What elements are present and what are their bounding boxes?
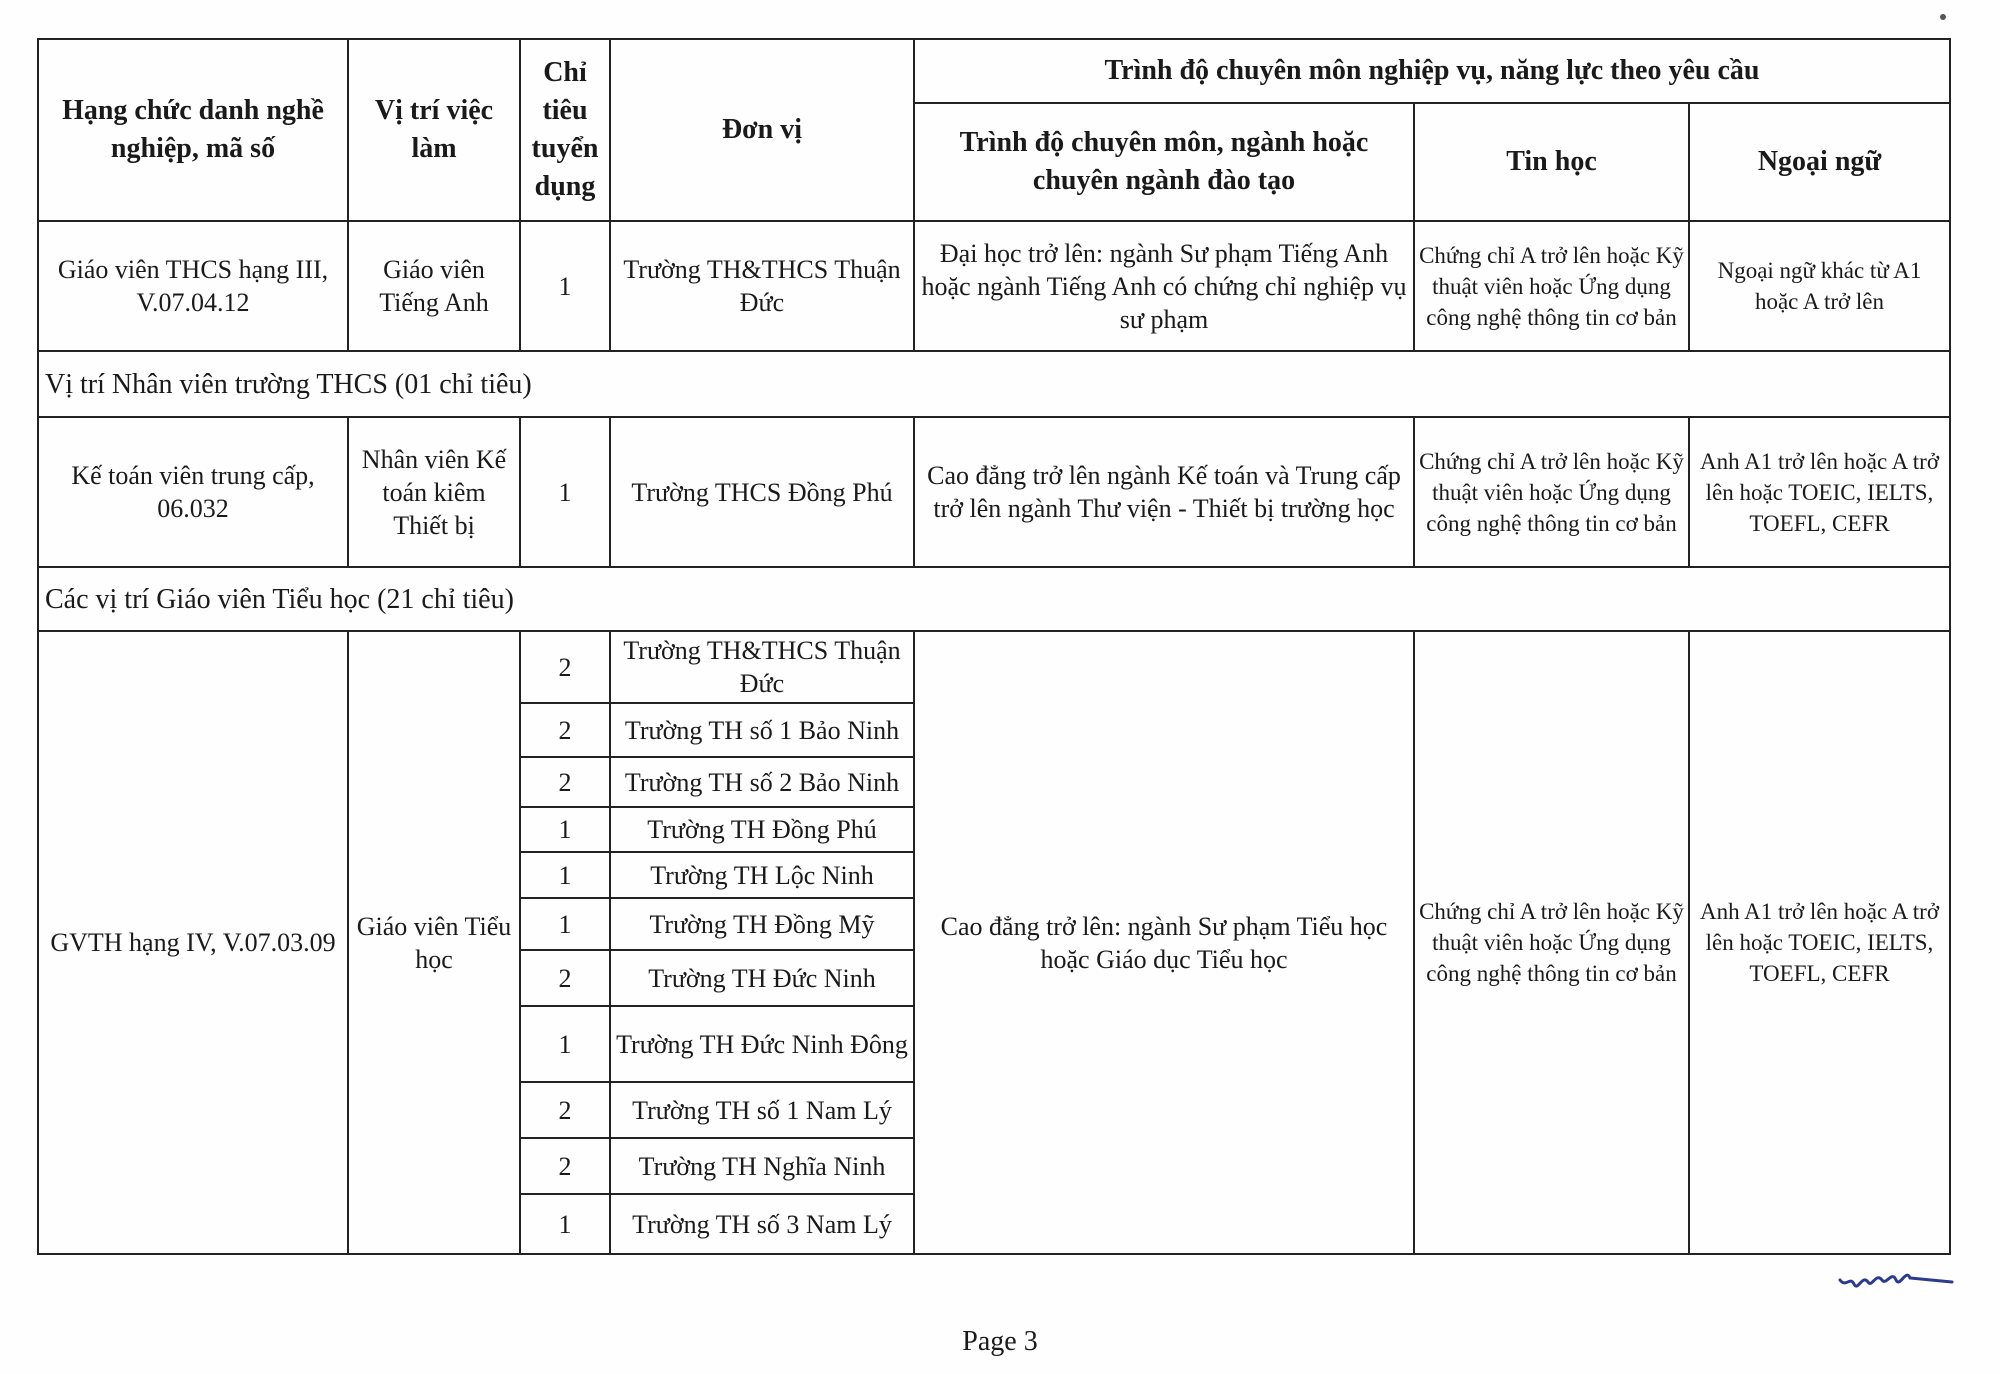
cell-tinhoc: Chứng chỉ A trở lên hoặc Kỹ thuật viên hoặc Ứng dụng công nghệ thông tin cơ bản — [1414, 221, 1689, 351]
table-row — [38, 221, 1950, 351]
table-row — [38, 417, 1950, 567]
cell-trinhdo: Đại học trở lên: ngành Sư phạm Tiếng Anh hoặc ngành Tiếng Anh có chứng chỉ nghiệp vụ sư phạm — [914, 221, 1414, 351]
header-trinhdo: Trình độ chuyên môn, ngành hoặc chuyên ngành đào tạo — [914, 103, 1414, 221]
cell-donvi: Trường TH&THCS Thuận Đức — [610, 631, 914, 703]
cell-donvi: Trường TH Lộc Ninh — [610, 852, 914, 898]
cell-donvi: Trường TH&THCS Thuận Đức — [610, 221, 914, 351]
cell-hang: Kế toán viên trung cấp, 06.032 — [38, 417, 348, 567]
header-chitieu: Chỉ tiêu tuyển dụng — [520, 39, 610, 221]
cell-hang: GVTH hạng IV, V.07.03.09 — [38, 631, 348, 1254]
section-row — [38, 351, 1950, 417]
cell-trinhdo: Cao đẳng trở lên: ngành Sư phạm Tiểu học hoặc Giáo dục Tiểu học — [914, 631, 1414, 1254]
cell-vitri: Giáo viên Tiểu học — [348, 631, 520, 1254]
cell-chitieu: 2 — [520, 950, 610, 1006]
cell-chitieu: 2 — [520, 631, 610, 703]
signature-mark — [1836, 1258, 1956, 1303]
cell-trinhdo: Cao đẳng trở lên ngành Kế toán và Trung cấp trở lên ngành Thư viện - Thiết bị trường học — [914, 417, 1414, 567]
header-group: Trình độ chuyên môn nghiệp vụ, năng lực theo yêu cầu — [914, 39, 1950, 103]
cell-tinhoc: Chứng chỉ A trở lên hoặc Kỹ thuật viên hoặc Ứng dụng công nghệ thông tin cơ bản — [1414, 631, 1689, 1254]
cell-chitieu: 1 — [520, 898, 610, 950]
cell-donvi: Trường TH Đồng Phú — [610, 807, 914, 852]
cell-chitieu: 2 — [520, 1138, 610, 1194]
cell-chitieu: 1 — [520, 852, 610, 898]
section-nhan-vien: Vị trí Nhân viên trường THCS (01 chỉ tiêu) — [38, 351, 1950, 417]
cell-chitieu: 2 — [520, 1082, 610, 1138]
cell-donvi: Trường TH số 2 Bảo Ninh — [610, 757, 914, 807]
recruitment-table — [37, 38, 1951, 1255]
cell-donvi: Trường TH số 3 Nam Lý — [610, 1194, 914, 1254]
cell-chitieu: 1 — [520, 221, 610, 351]
header-row-1 — [38, 39, 1950, 103]
cell-ngoaingu: Anh A1 trở lên hoặc A trở lên hoặc TOEIC, IELTS, TOEFL, CEFR — [1689, 631, 1950, 1254]
cell-chitieu: 1 — [520, 807, 610, 852]
cell-donvi: Trường THCS Đồng Phú — [610, 417, 914, 567]
table-row — [38, 631, 1950, 703]
cell-hang: Giáo viên THCS hạng III, V.07.04.12 — [38, 221, 348, 351]
cell-donvi: Trường TH số 1 Nam Lý — [610, 1082, 914, 1138]
header-hang: Hạng chức danh nghề nghiệp, mã số — [38, 39, 348, 221]
cell-donvi: Trường TH Đồng Mỹ — [610, 898, 914, 950]
scan-mark — [1940, 14, 1946, 20]
cell-chitieu: 2 — [520, 703, 610, 757]
header-vitri: Vị trí việc làm — [348, 39, 520, 221]
cell-tinhoc: Chứng chỉ A trở lên hoặc Kỹ thuật viên hoặc Ứng dụng công nghệ thông tin cơ bản — [1414, 417, 1689, 567]
cell-chitieu: 2 — [520, 757, 610, 807]
page-number: Page 3 — [962, 1326, 1038, 1357]
cell-donvi: Trường TH Đức Ninh — [610, 950, 914, 1006]
cell-chitieu: 1 — [520, 417, 610, 567]
cell-vitri: Nhân viên Kế toán kiêm Thiết bị — [348, 417, 520, 567]
cell-ngoaingu: Anh A1 trở lên hoặc A trở lên hoặc TOEIC, IELTS, TOEFL, CEFR — [1689, 417, 1950, 567]
section-tieu-hoc: Các vị trí Giáo viên Tiểu học (21 chỉ tiêu) — [38, 567, 1950, 631]
header-ngoaingu: Ngoại ngữ — [1689, 103, 1950, 221]
cell-donvi: Trường TH Nghĩa Ninh — [610, 1138, 914, 1194]
cell-vitri: Giáo viên Tiếng Anh — [348, 221, 520, 351]
header-tinhoc: Tin học — [1414, 103, 1689, 221]
header-donvi: Đơn vị — [610, 39, 914, 221]
cell-chitieu: 1 — [520, 1006, 610, 1082]
cell-donvi: Trường TH Đức Ninh Đông — [610, 1006, 914, 1082]
section-row — [38, 567, 1950, 631]
cell-chitieu: 1 — [520, 1194, 610, 1254]
cell-ngoaingu: Ngoại ngữ khác từ A1 hoặc A trở lên — [1689, 221, 1950, 351]
cell-donvi: Trường TH số 1 Bảo Ninh — [610, 703, 914, 757]
